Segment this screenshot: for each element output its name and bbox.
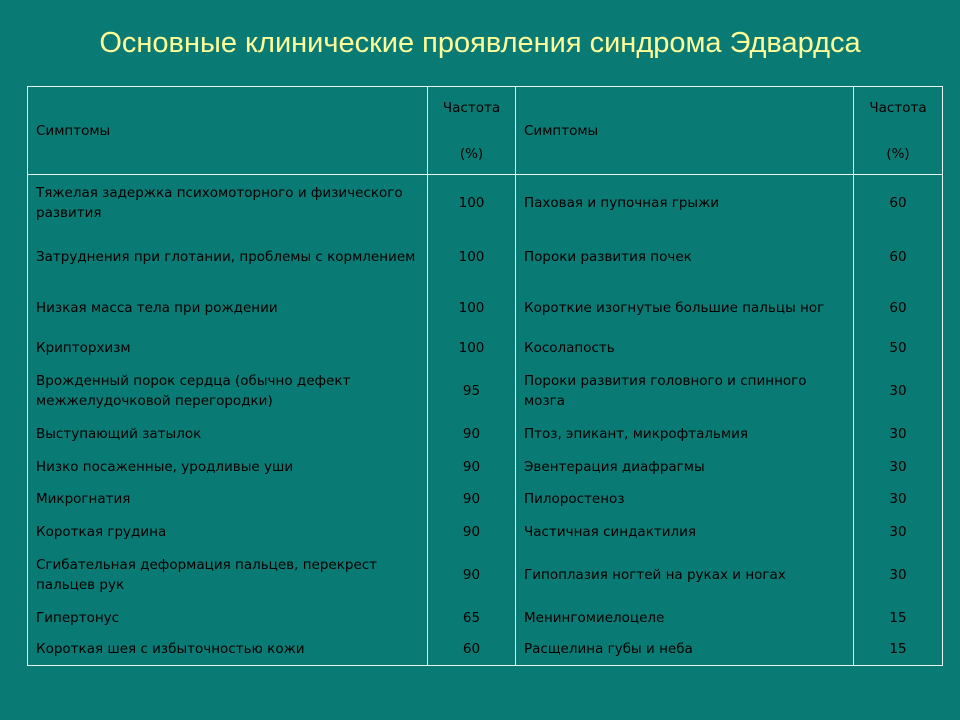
frequency-left: 100 — [428, 284, 516, 332]
symptom-right: Частичная синдактилия — [516, 516, 854, 548]
symptom-left: Гипертонус — [28, 602, 428, 634]
symptom-right: Менингомиелоцеле — [516, 602, 854, 634]
symptom-left: Врожденный порок сердца (обычно дефект межжелудочковой перегородки) — [28, 365, 428, 418]
frequency-left: 100 — [428, 175, 516, 231]
frequency-right: 15 — [854, 634, 943, 666]
table-row — [28, 548, 943, 602]
header-symptoms-right: Симптомы — [516, 87, 854, 175]
symptom-left: Низкая масса тела при рождении — [28, 284, 428, 332]
table-header-row — [28, 87, 943, 175]
table-row — [28, 483, 943, 516]
symptom-left: Микрогнатия — [28, 483, 428, 516]
frequency-left: 100 — [428, 231, 516, 284]
table-row — [28, 284, 943, 332]
frequency-right: 60 — [854, 284, 943, 332]
symptom-left: Сгибательная деформация пальцев, перекрест пальцев рук — [28, 548, 428, 602]
table-row — [28, 516, 943, 548]
header-symptoms-left: Симптомы — [28, 87, 428, 175]
frequency-right: 30 — [854, 516, 943, 548]
frequency-right: 60 — [854, 175, 943, 231]
table-row — [28, 418, 943, 451]
frequency-left: 90 — [428, 548, 516, 602]
symptom-left: Короткая шея с избыточностью кожи — [28, 634, 428, 666]
symptom-right: Пороки развития головного и спинного мозга — [516, 365, 854, 418]
frequency-left: 90 — [428, 451, 516, 483]
symptom-right: Пороки развития почек — [516, 231, 854, 284]
frequency-right: 30 — [854, 548, 943, 602]
symptom-left: Выступающий затылок — [28, 418, 428, 451]
table-row — [28, 231, 943, 284]
table-row — [28, 175, 943, 231]
frequency-right: 50 — [854, 332, 943, 365]
symptom-left: Затруднения при глотании, проблемы с кормлением — [28, 231, 428, 284]
frequency-right: 30 — [854, 365, 943, 418]
symptoms-table — [27, 86, 943, 666]
symptom-right: Гипоплазия ногтей на руках и ногах — [516, 548, 854, 602]
table-row — [28, 451, 943, 483]
frequency-left: 100 — [428, 332, 516, 365]
frequency-right: 30 — [854, 483, 943, 516]
table-row — [28, 602, 943, 634]
table-row — [28, 634, 943, 666]
symptom-right: Птоз, эпикант, микрофтальмия — [516, 418, 854, 451]
table-row — [28, 365, 943, 418]
frequency-left: 90 — [428, 516, 516, 548]
header-frequency-label: Частота — [442, 99, 501, 116]
frequency-left: 90 — [428, 418, 516, 451]
frequency-right: 30 — [854, 451, 943, 483]
header-frequency-unit: (%) — [886, 145, 910, 162]
symptom-right: Пилоростеноз — [516, 483, 854, 516]
symptom-left: Тяжелая задержка психомоторного и физического развития — [28, 175, 428, 231]
symptom-right: Короткие изогнутые большие пальцы ног — [516, 284, 854, 332]
frequency-right: 60 — [854, 231, 943, 284]
frequency-right: 15 — [854, 602, 943, 634]
slide-title: Основные клинические проявления синдрома Эдвардса — [99, 27, 861, 59]
frequency-left: 60 — [428, 634, 516, 666]
symptom-right: Эвентерация диафрагмы — [516, 451, 854, 483]
symptom-right: Паховая и пупочная грыжи — [516, 175, 854, 231]
frequency-left: 95 — [428, 365, 516, 418]
symptom-right: Косолапость — [516, 332, 854, 365]
table-row — [28, 332, 943, 365]
frequency-left: 90 — [428, 483, 516, 516]
header-frequency-unit: (%) — [459, 145, 484, 162]
header-frequency-label: Частота — [869, 99, 927, 116]
header-frequency-left — [428, 87, 516, 175]
symptom-left: Короткая грудина — [28, 516, 428, 548]
symptom-right: Расщелина губы и неба — [516, 634, 854, 666]
header-frequency-right — [854, 87, 943, 175]
symptom-left: Низко посаженные, уродливые уши — [28, 451, 428, 483]
frequency-left: 65 — [428, 602, 516, 634]
symptom-left: Крипторхизм — [28, 332, 428, 365]
frequency-right: 30 — [854, 418, 943, 451]
